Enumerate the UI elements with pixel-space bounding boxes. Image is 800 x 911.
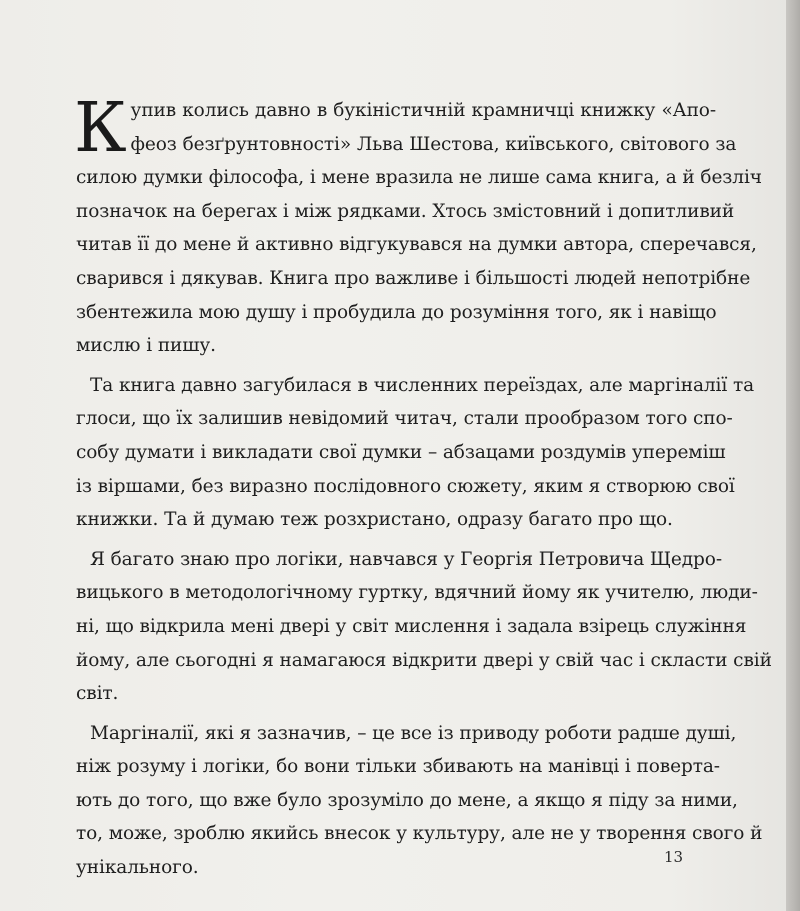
text-line: ють до того, що вже було зрозуміло до мене, а якщо я піду за ними,	[76, 789, 738, 811]
text-line: Я багато знаю про логіки, навчався у Георгія Петровича Щедро-	[90, 548, 722, 570]
paragraph-2	[76, 369, 755, 537]
page-number: 13	[664, 848, 684, 866]
text-line: ніж розуму і логіки, бо вони тільки збивають на манівці і поверта-	[76, 756, 720, 778]
paragraph-4	[76, 717, 763, 885]
page-edge	[786, 0, 800, 911]
paragraph-1	[74, 89, 762, 363]
paragraph-3	[76, 543, 772, 711]
text-line: вицького в методологічному гуртку, вдячний йому як учителю, люди-	[76, 582, 758, 604]
text-line: то, може, зроблю якийсь внесок у культуру, але не у творення свого й	[76, 823, 763, 845]
text-line: йому, але сьогодні я намагаюся відкрити двері у свій час і скласти свій	[76, 649, 772, 671]
text-line: глоси, що їх залишив невідомий читач, стали прообразом того спо-	[76, 408, 733, 430]
text-line: читав її до мене й активно відгукувався на думки автора, сперечався,	[76, 234, 757, 256]
text-line: збентежила мою душу і пробудила до розуміння того, як і навіщо	[76, 301, 717, 323]
text-line: ні, що відкрила мені двері у світ мислення і задала взірець служіння	[76, 615, 747, 637]
text-line: Маргіналії, які я зазначив, – це все із приводу роботи радше душі,	[90, 722, 737, 744]
text-line: феоз безґрунтовності» Льва Шестова, київського, світового за	[130, 133, 737, 155]
text-line: унікального.	[76, 857, 199, 879]
text-line: позначок на берегах і між рядками. Хтось змістовний і допитливий	[76, 200, 735, 222]
text-line: собу думати і викладати свої думки – абзацами роздумів упереміш	[76, 441, 726, 463]
text-line: світ.	[76, 683, 119, 705]
text-line: упив колись давно в букіністичній крамничці книжку «Апо-	[130, 100, 716, 121]
text-line: Та книга давно загубилася в численних переїздах, але маргіналії та	[90, 374, 755, 396]
text-line: книжки. Та й думаю теж розхристано, одразу багато про що.	[76, 509, 673, 531]
text-line: сварився і дякував. Книга про важливе і більшості людей непотрібне	[76, 267, 751, 289]
text-line: із віршами, без виразно послідовного сюжету, яким я створюю свої	[76, 475, 735, 497]
drop-cap: К	[74, 89, 127, 168]
text-line: мислю і пишу.	[76, 335, 216, 357]
body-text	[74, 89, 772, 885]
text-line: силою думки філософа, і мене вразила не лише сама книга, а й безліч	[76, 167, 762, 189]
